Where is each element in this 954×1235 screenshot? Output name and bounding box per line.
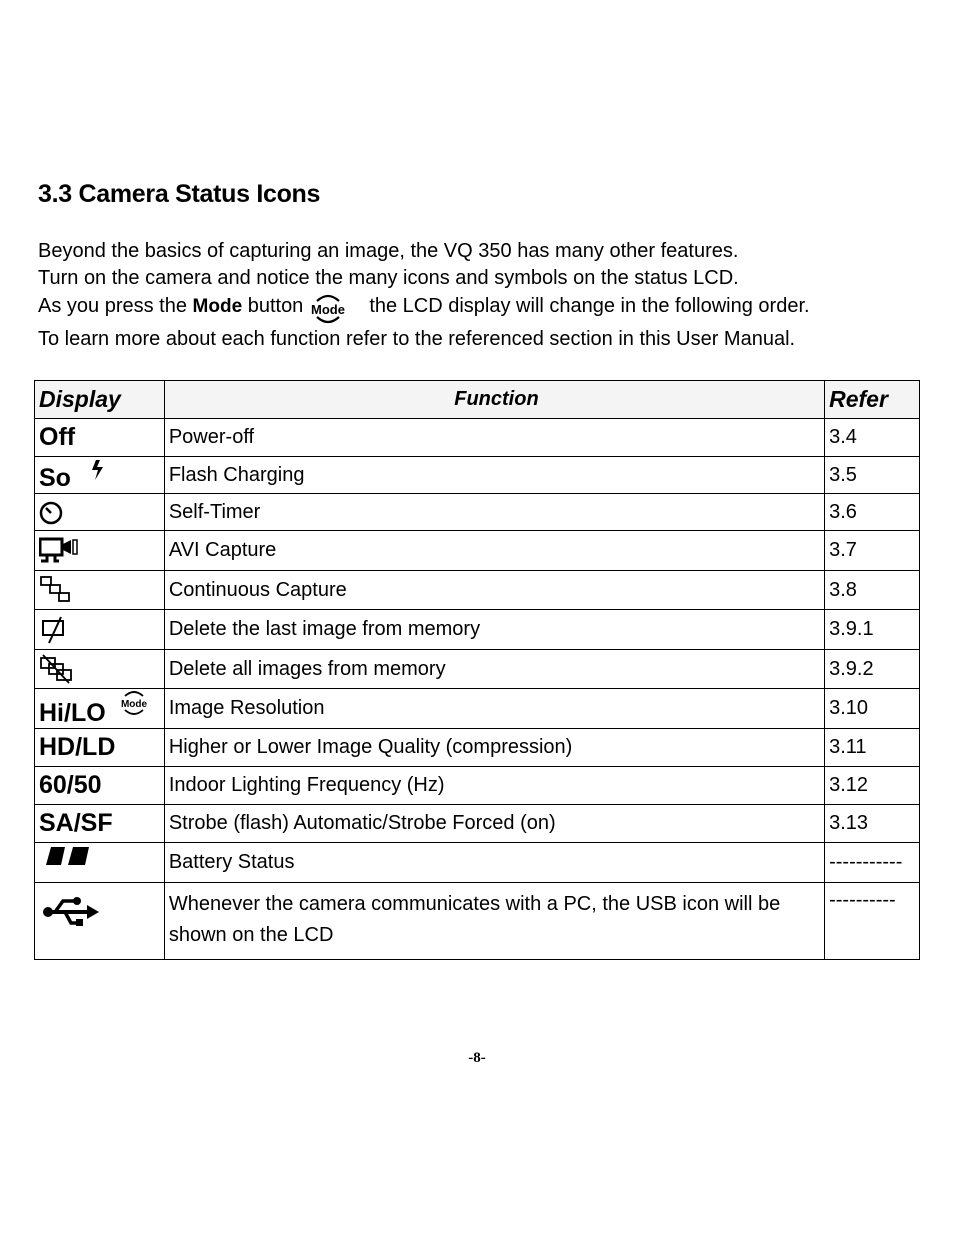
table-row — [35, 494, 920, 531]
video-camera-icon — [39, 536, 81, 566]
function-cell: Delete the last image from memory — [164, 610, 824, 650]
display-cell — [35, 650, 165, 689]
display-cell — [35, 883, 165, 960]
function-cell: Power-off — [164, 419, 824, 457]
display-cell — [35, 457, 165, 494]
refer-cell: ----------- — [825, 843, 920, 883]
display-cell: HD/LD — [35, 729, 165, 767]
section-heading: 3.3 Camera Status Icons — [38, 180, 321, 208]
refer-cell: 3.12 — [825, 767, 920, 805]
battery-icon — [39, 843, 93, 869]
self-timer-icon — [39, 500, 67, 526]
function-cell: Flash Charging — [164, 457, 824, 494]
continuous-capture-icon — [39, 575, 75, 605]
intro-line-4: To learn more about each function refer to the referenced section in this User Manual. — [38, 328, 796, 350]
header-refer: Refer — [825, 381, 920, 419]
refer-cell: 3.4 — [825, 419, 920, 457]
intro-line-3 — [38, 292, 810, 326]
display-text: Hi/LO — [39, 699, 106, 727]
display-cell — [35, 689, 165, 729]
mode-icon — [119, 689, 149, 717]
intro-line-1: Beyond the basics of capturing an image, the VQ 350 has many other features. — [38, 240, 739, 262]
refer-cell: 3.9.2 — [825, 650, 920, 689]
refer-cell: 3.8 — [825, 571, 920, 610]
table-row — [35, 610, 920, 650]
refer-cell: ---------- — [825, 883, 920, 960]
table-row — [35, 689, 920, 729]
refer-cell: 3.7 — [825, 531, 920, 571]
display-cell: 60/50 — [35, 767, 165, 805]
display-cell — [35, 571, 165, 610]
function-cell: Higher or Lower Image Quality (compression) — [164, 729, 824, 767]
table-row — [35, 767, 920, 805]
table-row — [35, 419, 920, 457]
display-cell: Off — [35, 419, 165, 457]
page-number: -8- — [468, 1050, 486, 1066]
refer-cell: 3.13 — [825, 805, 920, 843]
refer-cell: 3.9.1 — [825, 610, 920, 650]
table-row — [35, 843, 920, 883]
function-cell: Battery Status — [164, 843, 824, 883]
svg-text:Mode: Mode — [120, 699, 147, 710]
display-cell — [35, 494, 165, 531]
display-cell — [35, 531, 165, 571]
function-cell: Delete all images from memory — [164, 650, 824, 689]
table-row — [35, 805, 920, 843]
intro-line-3-button: button — [247, 295, 304, 317]
function-cell: Continuous Capture — [164, 571, 824, 610]
flash-icon — [84, 458, 114, 484]
intro-line-3-end: the LCD display will change in the following order. — [369, 295, 810, 317]
refer-cell: 3.6 — [825, 494, 920, 531]
delete-all-icon — [39, 653, 79, 685]
mode-word: Mode — [192, 296, 243, 317]
table-row — [35, 531, 920, 571]
mode-button-icon — [309, 292, 347, 326]
refer-cell: 3.5 — [825, 457, 920, 494]
refer-cell: 3.10 — [825, 689, 920, 729]
function-cell: Image Resolution — [164, 689, 824, 729]
table-row — [35, 571, 920, 610]
intro-text — [38, 238, 810, 353]
function-cell: Strobe (flash) Automatic/Strobe Forced (on) — [164, 805, 824, 843]
function-cell: Self-Timer — [164, 494, 824, 531]
display-text: So — [39, 463, 71, 492]
table-row — [35, 883, 920, 960]
function-cell: Whenever the camera communicates with a PC, the USB icon will be shown on the LCD — [164, 883, 824, 960]
status-icons-table — [34, 380, 920, 960]
header-function: Function — [164, 381, 824, 419]
display-cell: SA/SF — [35, 805, 165, 843]
function-cell: AVI Capture — [164, 531, 824, 571]
header-display: Display — [35, 381, 165, 419]
display-cell — [35, 843, 165, 883]
table-row — [35, 729, 920, 767]
svg-text:Mode: Mode — [311, 302, 346, 317]
table-row — [35, 650, 920, 689]
display-cell — [35, 610, 165, 650]
table-row — [35, 457, 920, 494]
intro-line-2: Turn on the camera and notice the many icons and symbols on the status LCD. — [38, 267, 739, 289]
intro-line-3-start: As you press the — [38, 295, 187, 317]
usb-icon — [39, 893, 101, 931]
function-cell: Indoor Lighting Frequency (Hz) — [164, 767, 824, 805]
delete-one-icon — [39, 615, 71, 645]
refer-cell: 3.11 — [825, 729, 920, 767]
table-header-row — [35, 381, 920, 419]
